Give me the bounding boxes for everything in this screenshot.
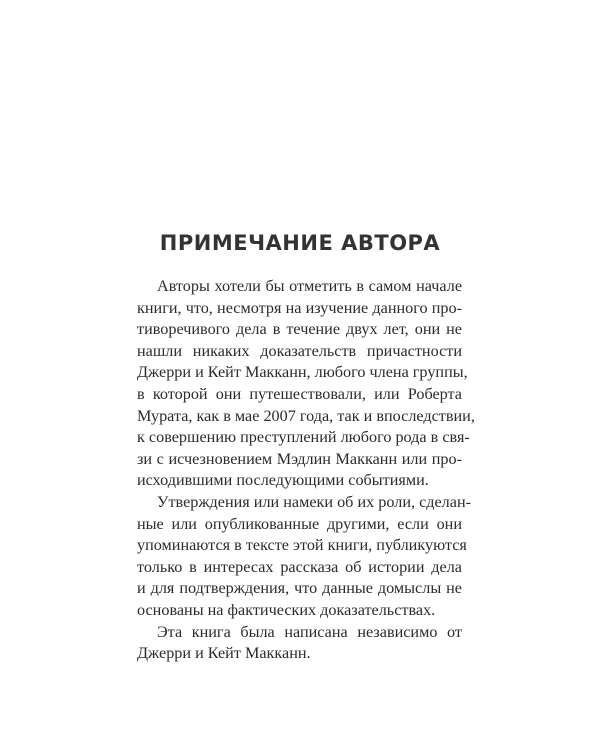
paragraph-2: [137, 492, 471, 622]
text-line: Утверждения или намеки об их роли, сделан-: [157, 492, 471, 511]
text-line: упоминаются в тексте этой книги, публикуются: [137, 536, 467, 555]
page-title: ПРИМЕЧАНИЕ АВТОРА: [159, 231, 441, 255]
text-line: только в интересах рассказа об истории дела: [137, 557, 462, 576]
text-line: исходившими последующими событиями.: [137, 471, 429, 490]
text-line: в которой они путешествовали, или Роберта: [137, 384, 462, 403]
paragraph-3: [137, 622, 462, 665]
body-text: [137, 276, 475, 665]
text-line: Авторы хотели бы отметить в самом начале: [157, 277, 462, 295]
text-line: зи с исчезновением Мэдлин Макканн или про-: [137, 449, 462, 468]
text-line: тиворечивого дела в течение двух лет, они не: [137, 320, 462, 339]
text-line: Эта книга была написана независимо от: [157, 622, 462, 641]
text-line: книги, что, несмотря на изучение данного про-: [137, 298, 462, 317]
text-line: нашли никаких доказательств причастности: [137, 341, 462, 360]
text-line: основаны на фактических доказательствах.: [137, 600, 436, 619]
text-line: Мурата, как в мае 2007 года, так и впоследствии,: [137, 406, 475, 425]
paragraph-1: [137, 276, 475, 492]
text-line: и для подтверждения, что данные домыслы не: [137, 579, 462, 598]
text-line: Джерри и Кейт Макканн, любого члена группы,: [137, 363, 468, 382]
text-line: Джерри и Кейт Макканн.: [137, 644, 311, 663]
text-line: ные или опубликованные другими, если они: [137, 514, 462, 533]
text-line: к совершению преступлений любого рода в свя-: [137, 428, 470, 447]
